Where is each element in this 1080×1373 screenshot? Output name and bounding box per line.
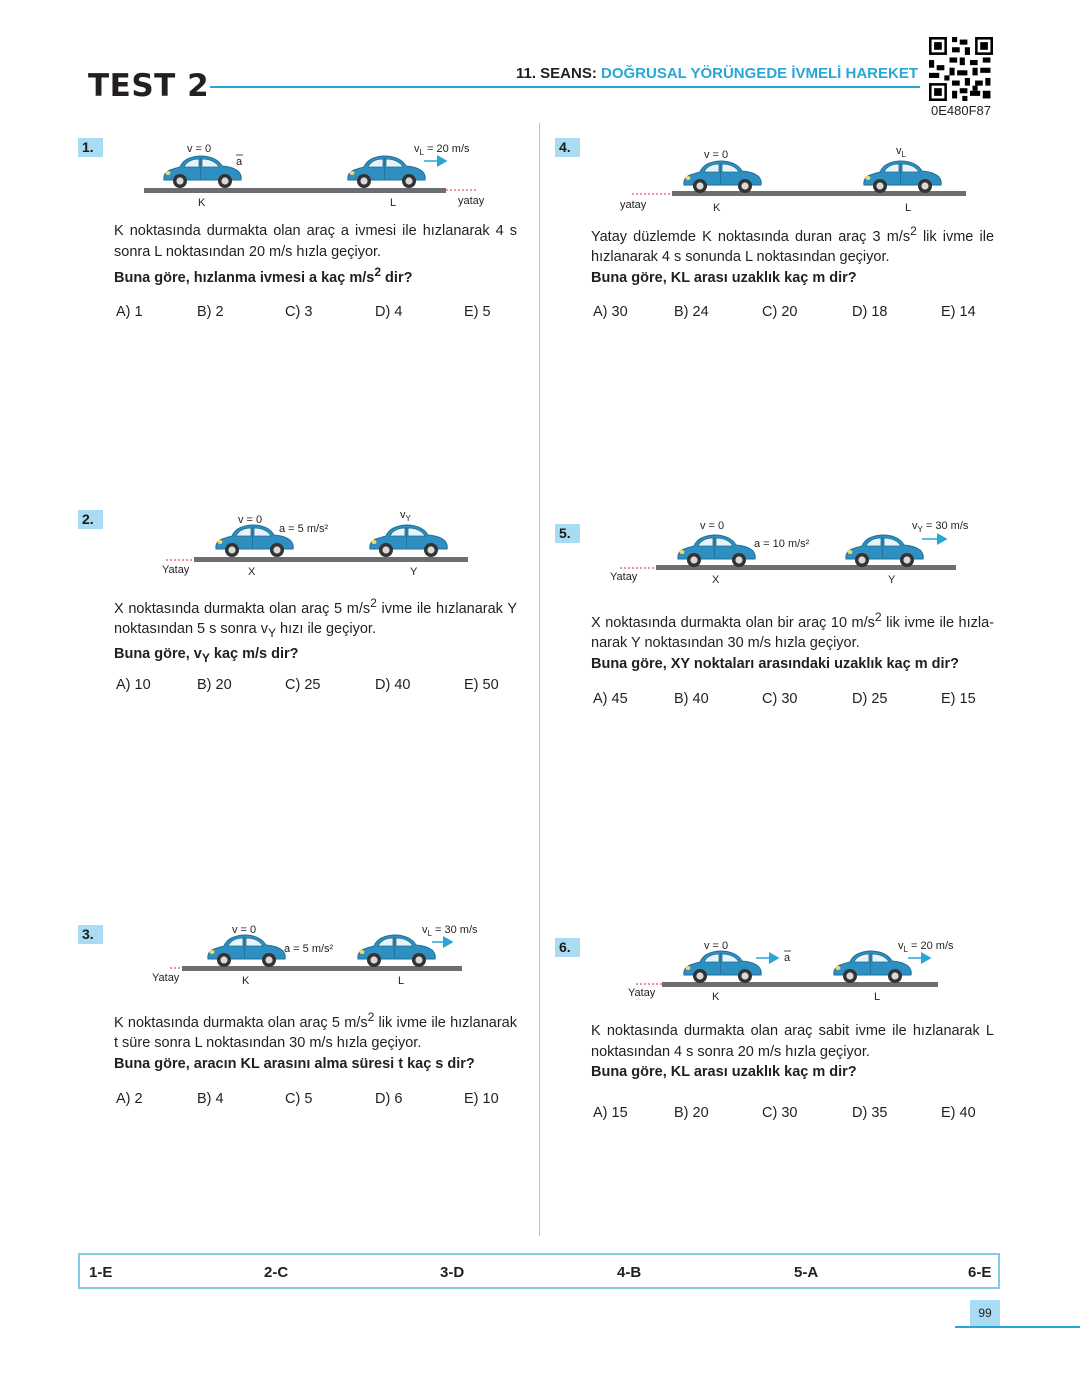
answer-options — [116, 1091, 516, 1111]
option-c[interactable]: C) 20 — [762, 304, 798, 320]
qr-code-text: 0E480F87 — [931, 103, 991, 118]
answer-key — [78, 1253, 1000, 1289]
accel-label: a — [784, 952, 791, 964]
question-number: 5. — [555, 524, 580, 543]
answer-key-item: 6-E — [968, 1264, 992, 1281]
answer-options — [116, 304, 516, 324]
point-right: L — [398, 975, 405, 987]
car-left — [684, 161, 761, 193]
answer-options — [593, 304, 993, 324]
option-a[interactable]: A) 45 — [593, 691, 628, 707]
answer-key-item: 1-E — [89, 1264, 113, 1281]
car-right — [834, 951, 911, 983]
question-number: 4. — [555, 138, 580, 157]
v-left-label: v = 0 — [700, 520, 725, 532]
point-left: X — [712, 574, 720, 586]
option-d[interactable]: D) 40 — [375, 677, 411, 693]
accel-label: a = 5 m/s² — [284, 943, 334, 955]
option-a[interactable]: A) 10 — [116, 677, 151, 693]
test-title: TEST 2 — [88, 68, 210, 104]
option-d[interactable]: D) 6 — [375, 1091, 403, 1107]
option-e[interactable]: E) 40 — [941, 1105, 976, 1121]
question-number: 3. — [78, 925, 103, 944]
accel-label: a = 10 m/s² — [754, 538, 810, 550]
option-e[interactable]: E) 5 — [464, 304, 491, 320]
car-left — [208, 935, 285, 967]
option-b[interactable]: B) 4 — [197, 1091, 224, 1107]
qr-code-icon[interactable] — [929, 37, 993, 101]
question-number: 1. — [78, 138, 103, 157]
option-e[interactable]: E) 14 — [941, 304, 976, 320]
option-d[interactable]: D) 18 — [852, 304, 888, 320]
v-left-label: v = 0 — [232, 924, 257, 936]
surface-label: yatay — [458, 195, 485, 207]
accel-label: a = 5 m/s² — [279, 523, 329, 535]
question-figure — [616, 140, 976, 216]
point-left: K — [198, 197, 206, 209]
car-right — [358, 935, 435, 967]
option-c[interactable]: C) 30 — [762, 1105, 798, 1121]
column-divider — [539, 123, 540, 1236]
option-e[interactable]: E) 15 — [941, 691, 976, 707]
page-number-rule — [955, 1326, 1080, 1328]
accel-label: a — [236, 156, 243, 168]
option-d[interactable]: D) 35 — [852, 1105, 888, 1121]
svg-text:vY: $v_Y$ — [400, 509, 411, 523]
answer-options — [116, 677, 516, 697]
question-stem: X noktasında durmakta olan bir araç 10 $m/s^2$ lik ivme ile hızlanarak Y noktasından 30 m/s hızla geçiyor. Buna göre, XY noktaları arasındaki uzaklık kaç m dir? — [591, 610, 995, 672]
answer-options — [593, 691, 993, 711]
question-stem: X noktasında durmakta olan araç 5 $m/s^2$ ivme ile hızlanarak Y noktasından 5 s sonra $v_Y$ hızı ile geçiyor. Buna göre, $v_Y$ kaç m/s dir? — [114, 596, 518, 665]
question-figure — [148, 922, 488, 992]
surface-label: Yatay — [152, 972, 180, 984]
question-number: 2. — [78, 510, 103, 529]
option-a[interactable]: A) 30 — [593, 304, 628, 320]
point-right: L — [390, 197, 397, 209]
option-c[interactable]: C) 3 — [285, 304, 313, 320]
v-left-label: v = 0 — [187, 143, 212, 155]
option-e[interactable]: E) 10 — [464, 1091, 499, 1107]
question-figure — [140, 138, 500, 214]
question-stem: Yatay düzlemde K noktasında duran araç 3 $m/s^2$ lik ivme ile hızlanarak 4 s sonunda L noktasından geçiyor. Buna göre, KL arası uzaklık kaç m dir? — [591, 224, 995, 286]
point-right: Y — [888, 574, 896, 586]
ground — [144, 188, 446, 193]
v-left-label: v = 0 — [704, 940, 729, 952]
answer-key-item: 3-D — [440, 1264, 465, 1281]
option-b[interactable]: B) 20 — [197, 677, 232, 693]
page-number: 99 — [970, 1300, 1000, 1326]
point-left: K — [713, 202, 721, 214]
option-b[interactable]: B) 40 — [674, 691, 709, 707]
option-c[interactable]: C) 30 — [762, 691, 798, 707]
svg-text:vL = 30 m/s: $v_L = 30$ m/s — [422, 924, 478, 938]
option-a[interactable]: A) 15 — [593, 1105, 628, 1121]
option-b[interactable]: B) 20 — [674, 1105, 709, 1121]
question-figure — [158, 508, 478, 580]
car-right — [864, 161, 941, 193]
svg-text:vL = 20 m/s: $v_L = 20$ m/s — [414, 143, 470, 157]
option-c[interactable]: C) 25 — [285, 677, 321, 693]
svg-text:vL: $v_L$ — [896, 145, 906, 159]
answer-key-item: 2-C — [264, 1264, 289, 1281]
car-right — [846, 535, 923, 567]
session-prefix: 11. SEANS: — [515, 65, 597, 82]
svg-text:vL = 20 m/s: $v_L = 20$ m/s — [898, 940, 954, 954]
v-left-label: v = 0 — [238, 514, 263, 526]
question-stem: K noktasında durmakta olan araç 5 $m/s^2$ lik ivme ile hızlanarak t süre sonra L noktasından 30 m/s hızla geçiyor. Buna göre, aracın KL arasını alma süresi t kaç s dir? — [114, 1010, 517, 1072]
surface-label: Yatay — [162, 564, 190, 576]
option-d[interactable]: D) 4 — [375, 304, 403, 320]
answer-options — [593, 1105, 993, 1125]
car-left — [164, 156, 241, 188]
car-right — [370, 525, 447, 557]
point-right: Y — [410, 566, 418, 578]
option-b[interactable]: B) 2 — [197, 304, 224, 320]
option-a[interactable]: A) 2 — [116, 1091, 143, 1107]
session-title — [516, 65, 918, 82]
point-left: K — [242, 975, 250, 987]
question-stem: K noktasında durmakta olan araç sabit ivme ile hızlanarak L noktasından 4 s sonra 20 m/s hızla geçiyor. Buna göre, KL arası uzaklık kaç m dir? — [591, 1023, 994, 1080]
point-right: L — [905, 202, 912, 214]
option-b[interactable]: B) 24 — [674, 304, 709, 320]
answer-key-item: 5-A — [794, 1264, 819, 1281]
surface-label: Yatay — [628, 987, 656, 999]
v-left-label: v = 0 — [704, 149, 729, 161]
header-rule — [210, 86, 920, 88]
option-a[interactable]: A) 1 — [116, 304, 143, 320]
car-left — [678, 535, 755, 567]
option-e[interactable]: E) 50 — [464, 677, 499, 693]
answer-key-item: 4-B — [617, 1264, 642, 1281]
car-right — [348, 156, 425, 188]
option-d[interactable]: D) 25 — [852, 691, 888, 707]
session-topic: DOĞRUSAL YÖRÜNGEDE İVMELİ HAREKET — [601, 65, 918, 82]
point-left: K — [712, 991, 720, 1003]
question-number: 6. — [555, 938, 580, 957]
surface-label: Yatay — [610, 571, 638, 583]
svg-text:vY = 30 m/s: $v_Y = 30$ m/s — [912, 520, 969, 534]
question-figure — [606, 514, 986, 588]
surface-label: yatay — [620, 199, 647, 211]
point-right: L — [874, 991, 881, 1003]
question-figure — [624, 936, 984, 1006]
option-c[interactable]: C) 5 — [285, 1091, 313, 1107]
question-stem: K noktasında durmakta olan araç a ivmesi ile hızlanarak 4 s sonra L noktasından 20 m/s hızla geçiyor. Buna göre, hızlanma ivmesi a kaç $m/s^2$ dir? — [114, 223, 517, 286]
point-left: X — [248, 566, 256, 578]
car-left — [684, 951, 761, 983]
